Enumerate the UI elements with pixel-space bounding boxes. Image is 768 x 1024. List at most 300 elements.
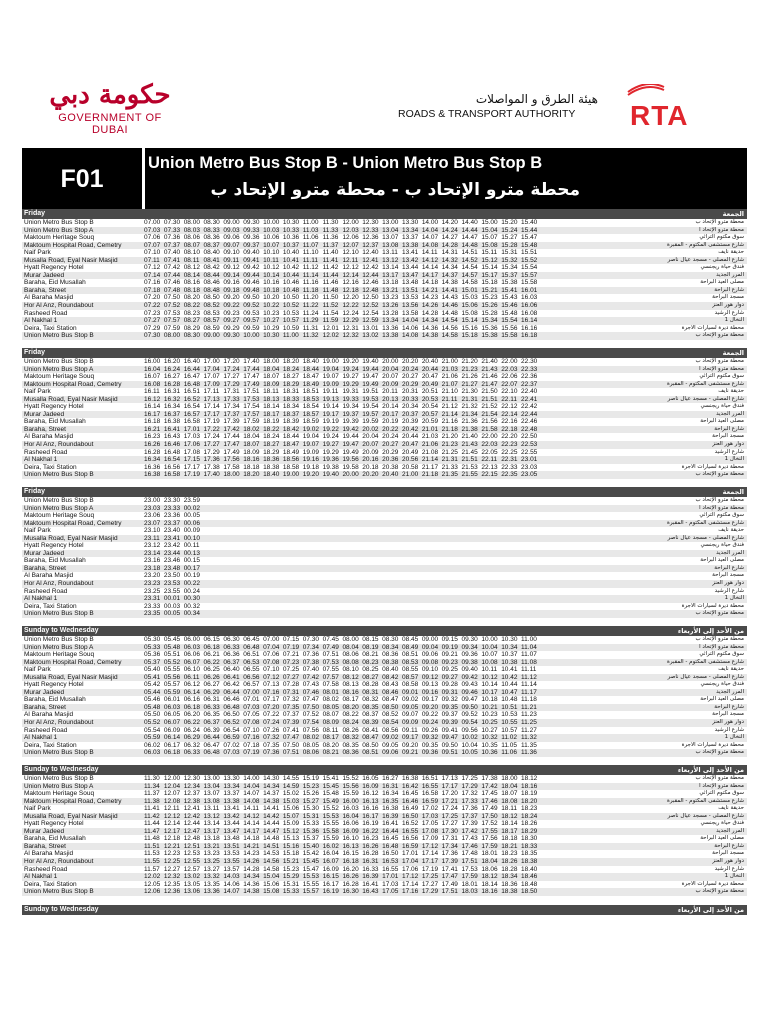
time-cell: 23.48 bbox=[163, 564, 181, 572]
time-cell: 17.09 bbox=[203, 380, 220, 388]
stop-name-arabic: شارع البراحة bbox=[714, 703, 744, 710]
time-cell: 15.45 bbox=[322, 782, 339, 790]
time-cell: 16.38 bbox=[144, 471, 161, 479]
stop-name-arabic: المرر الجديد bbox=[716, 271, 744, 278]
table-row bbox=[22, 264, 747, 272]
time-cell: 10.50 bbox=[282, 294, 300, 302]
time-cell: 13.30 bbox=[223, 775, 240, 782]
time-cell: 22.06 bbox=[501, 373, 518, 381]
time-cell: 21.26 bbox=[461, 373, 478, 381]
stop-name-arabic: مسجد البراحة bbox=[712, 294, 744, 301]
table-row bbox=[22, 396, 747, 404]
time-cell: 10.57 bbox=[282, 317, 300, 325]
stop-times bbox=[144, 727, 684, 735]
time-cell: 10.00 bbox=[243, 332, 260, 340]
stop-times bbox=[144, 433, 684, 441]
time-cell: 06.48 bbox=[223, 703, 240, 711]
stop-times bbox=[144, 850, 684, 858]
time-cell: 14.14 bbox=[421, 264, 439, 272]
stop-name-arabic: شارع مستشفى المكتوم - المقبرة bbox=[666, 380, 744, 387]
time-cell: 16.06 bbox=[521, 302, 538, 310]
table-row bbox=[22, 850, 747, 858]
time-cell: 21.14 bbox=[441, 410, 458, 418]
time-cell: 07.42 bbox=[163, 264, 181, 272]
time-cell: 09.51 bbox=[441, 749, 458, 757]
table-row bbox=[22, 727, 747, 735]
time-cell: 15.08 bbox=[481, 241, 498, 249]
time-cell: 22.36 bbox=[521, 373, 538, 381]
time-cell: 07.06 bbox=[144, 234, 161, 242]
time-cell: 17.03 bbox=[421, 812, 439, 820]
time-cell: 17.34 bbox=[223, 403, 240, 411]
time-cell: 12.02 bbox=[144, 873, 161, 881]
time-cell: 18.00 bbox=[501, 775, 518, 782]
stop-name-english: Rasheed Road bbox=[24, 587, 68, 595]
time-cell: 13.06 bbox=[183, 888, 200, 896]
time-cell: 15.16 bbox=[461, 324, 478, 332]
time-cell: 13.11 bbox=[203, 805, 220, 813]
time-cell: 18.14 bbox=[263, 403, 280, 411]
table-row bbox=[22, 742, 747, 750]
stop-name-english: Baraha, Eid Musallah bbox=[24, 696, 86, 704]
time-cell: 09.28 bbox=[441, 681, 458, 689]
stop-name-arabic: محطة مترو الإتحاد ب bbox=[695, 610, 744, 617]
stop-name-arabic: محطة ديرة لسيارات الأجرة bbox=[681, 463, 744, 470]
time-cell: 14.17 bbox=[421, 271, 439, 279]
time-cell: 11.32 bbox=[302, 332, 319, 340]
stop-name-arabic: فندق حياة ريجنسي bbox=[700, 264, 744, 271]
time-cell: 05.48 bbox=[144, 703, 161, 711]
stop-name-arabic: سوق مكتوم التراثي bbox=[699, 790, 744, 797]
timetable-section bbox=[22, 348, 747, 479]
time-cell: 12.32 bbox=[342, 332, 359, 340]
time-cell: 08.11 bbox=[322, 726, 339, 734]
table-row bbox=[22, 542, 747, 550]
time-cell: 17.47 bbox=[223, 441, 240, 449]
time-cell: 21.27 bbox=[461, 380, 478, 388]
time-cell: 12.18 bbox=[163, 835, 181, 843]
time-cell: 17.01 bbox=[401, 850, 419, 858]
time-cell: 14.43 bbox=[441, 294, 458, 302]
stop-name-english: Rasheed Road bbox=[24, 448, 68, 456]
time-cell: 14.23 bbox=[421, 294, 439, 302]
stop-times bbox=[144, 497, 684, 505]
time-cell: 10.53 bbox=[501, 711, 518, 719]
time-cell: 08.39 bbox=[362, 719, 379, 727]
time-cell: 12.47 bbox=[183, 827, 200, 835]
table-row bbox=[22, 403, 747, 411]
time-cell: 23.50 bbox=[163, 572, 181, 580]
time-cell: 19.42 bbox=[342, 425, 359, 433]
time-cell: 09.18 bbox=[223, 286, 240, 294]
time-cell: 15.26 bbox=[302, 790, 320, 798]
time-cell: 05.37 bbox=[144, 658, 161, 666]
time-cell: 08.47 bbox=[362, 734, 379, 742]
stop-name-arabic: مسجد البراحة bbox=[712, 433, 744, 440]
section-header bbox=[22, 487, 747, 497]
time-cell: 19.22 bbox=[322, 425, 339, 433]
time-cell: 06.26 bbox=[203, 673, 220, 681]
stop-times bbox=[144, 674, 684, 682]
stop-name-english: Maktoum Hospital Road, Cemetry bbox=[24, 797, 122, 805]
time-cell: 15.08 bbox=[263, 888, 280, 896]
time-cell: 16.00 bbox=[144, 358, 161, 365]
stop-name-arabic: محطة مترو الإتحاد ب bbox=[695, 471, 744, 478]
stop-times bbox=[144, 742, 684, 750]
time-cell: 15.57 bbox=[302, 888, 320, 896]
time-cell: 08.10 bbox=[342, 666, 359, 674]
time-cell: 17.21 bbox=[441, 797, 458, 805]
time-cell: 21.51 bbox=[481, 395, 498, 403]
time-cell: 13.27 bbox=[203, 865, 220, 873]
time-cell: 15.36 bbox=[481, 324, 498, 332]
time-cell: 08.02 bbox=[302, 734, 320, 742]
time-cell: 18.29 bbox=[263, 448, 280, 456]
table-row bbox=[22, 651, 747, 659]
time-cell: 12.11 bbox=[342, 256, 359, 264]
time-cell: 07.32 bbox=[282, 696, 300, 704]
time-cell: 17.14 bbox=[203, 403, 220, 411]
time-cell: 18.21 bbox=[501, 842, 518, 850]
time-cell: 12.30 bbox=[362, 219, 379, 226]
stop-name-english: Murar Jadeed bbox=[24, 688, 65, 696]
time-cell: 08.14 bbox=[183, 271, 200, 279]
time-cell: 20.04 bbox=[362, 433, 379, 441]
stop-times bbox=[144, 828, 684, 836]
stop-name-english: Union Metro Bus Stop B bbox=[24, 610, 94, 618]
time-cell: 16.55 bbox=[421, 782, 439, 790]
time-cell: 13.56 bbox=[401, 302, 419, 310]
stop-name-arabic: شارع الرشيد bbox=[714, 865, 744, 872]
time-cell: 12.04 bbox=[163, 782, 181, 790]
time-cell: 16.58 bbox=[183, 418, 200, 426]
time-cell: 09.03 bbox=[223, 226, 240, 234]
stop-name-arabic: دوار هور العنز bbox=[712, 719, 744, 726]
time-cell: 12.17 bbox=[163, 827, 181, 835]
time-cell: 08.06 bbox=[342, 651, 359, 659]
time-cell: 16.17 bbox=[362, 812, 379, 820]
time-cell: 08.50 bbox=[382, 703, 399, 711]
time-cell: 21.25 bbox=[441, 448, 458, 456]
time-cell: 10.41 bbox=[501, 666, 518, 674]
section-header bbox=[22, 765, 747, 775]
time-cell: 18.24 bbox=[282, 365, 300, 373]
table-row bbox=[22, 310, 747, 318]
time-cell: 16.39 bbox=[382, 812, 399, 820]
time-cell: 21.55 bbox=[461, 471, 478, 479]
time-cell: 21.38 bbox=[461, 425, 478, 433]
time-cell: 11.29 bbox=[302, 317, 319, 325]
time-cell: 22.00 bbox=[501, 358, 518, 365]
time-cell: 15.47 bbox=[521, 234, 538, 242]
time-cell: 21.08 bbox=[421, 448, 439, 456]
time-cell: 07.15 bbox=[282, 636, 300, 643]
table-row bbox=[22, 711, 747, 719]
stop-name-english: Musalla Road, Eyal Nasir Masjid bbox=[24, 673, 118, 681]
time-cell: 16.00 bbox=[342, 797, 359, 805]
time-cell: 07.44 bbox=[163, 271, 181, 279]
time-cell: 19.24 bbox=[342, 365, 359, 373]
time-cell: 06.35 bbox=[203, 711, 220, 719]
time-cell: 17.38 bbox=[481, 775, 498, 782]
time-cell: 08.08 bbox=[342, 658, 359, 666]
time-cell: 06.33 bbox=[183, 749, 200, 757]
time-cell: 06.17 bbox=[163, 741, 181, 749]
time-cell: 16.15 bbox=[342, 850, 359, 858]
time-cell: 07.27 bbox=[282, 673, 300, 681]
time-cell: 13.04 bbox=[382, 226, 399, 234]
time-cell: 20.17 bbox=[382, 410, 399, 418]
time-cell: 09.04 bbox=[421, 643, 439, 651]
time-cell: 16.08 bbox=[521, 309, 538, 317]
stop-name-english: Murar Jadeed bbox=[24, 827, 65, 835]
time-cell: 18.09 bbox=[263, 380, 280, 388]
time-cell: 15.52 bbox=[342, 775, 359, 782]
time-cell: 17.37 bbox=[461, 812, 478, 820]
time-cell: 18.03 bbox=[461, 888, 478, 896]
time-cell: 14.30 bbox=[263, 775, 280, 782]
time-cell: 14.26 bbox=[421, 302, 439, 310]
stop-name-arabic: شارع الرشيد bbox=[714, 587, 744, 594]
stop-times bbox=[144, 287, 684, 295]
time-cell: 07.56 bbox=[302, 726, 320, 734]
time-cell: 16.58 bbox=[163, 471, 181, 479]
time-cell: 16.55 bbox=[382, 865, 399, 873]
time-cell: 07.19 bbox=[282, 643, 300, 651]
time-cell: 20.38 bbox=[382, 463, 399, 471]
time-cell: 07.23 bbox=[282, 658, 300, 666]
time-cell: 16.57 bbox=[183, 410, 200, 418]
time-cell: 12.48 bbox=[183, 835, 200, 843]
time-cell: 08.00 bbox=[342, 636, 359, 643]
time-cell: 06.39 bbox=[203, 726, 220, 734]
table-row bbox=[22, 572, 747, 580]
time-cell: 07.30 bbox=[302, 636, 320, 643]
time-cell: 16.12 bbox=[362, 790, 379, 798]
time-cell: 16.27 bbox=[382, 775, 399, 782]
stop-times bbox=[144, 505, 684, 513]
stop-name-arabic: شارع الرشيد bbox=[714, 726, 744, 733]
time-cell: 14.31 bbox=[441, 249, 458, 257]
time-cell: 14.18 bbox=[421, 279, 439, 287]
time-cell: 10.17 bbox=[481, 688, 498, 696]
time-cell: 14.34 bbox=[441, 264, 458, 272]
time-cell: 18.46 bbox=[521, 873, 538, 881]
time-cell: 11.03 bbox=[302, 226, 319, 234]
time-cell: 13.36 bbox=[203, 888, 220, 896]
time-cell: 16.13 bbox=[342, 842, 359, 850]
time-cell: 22.31 bbox=[501, 456, 518, 464]
time-cell: 20.49 bbox=[421, 380, 439, 388]
time-cell: 12.16 bbox=[342, 279, 359, 287]
time-cell: 21.51 bbox=[461, 456, 478, 464]
time-cell: 10.07 bbox=[263, 241, 280, 249]
stop-times bbox=[144, 358, 684, 366]
stop-name-english: Deira, Taxi Station bbox=[24, 880, 77, 888]
time-cell: 09.01 bbox=[401, 688, 419, 696]
time-cell: 05.33 bbox=[144, 643, 161, 651]
time-cell: 09.23 bbox=[441, 658, 458, 666]
time-cell: 15.33 bbox=[282, 888, 300, 896]
time-cell: 14.36 bbox=[243, 880, 260, 888]
time-cell: 09.40 bbox=[461, 666, 478, 674]
time-cell: 19.58 bbox=[342, 463, 359, 471]
time-cell: 17.01 bbox=[183, 425, 200, 433]
time-cell: 22.33 bbox=[521, 365, 538, 373]
time-cell: 06.37 bbox=[203, 719, 220, 727]
time-cell: 08.30 bbox=[203, 219, 220, 226]
time-cell: 13.17 bbox=[382, 271, 399, 279]
time-cell: 19.24 bbox=[322, 433, 339, 441]
time-cell: 16.27 bbox=[163, 373, 181, 381]
time-cell: 07.16 bbox=[263, 688, 280, 696]
time-cell: 13.07 bbox=[203, 790, 220, 798]
time-cell: 18.38 bbox=[263, 463, 280, 471]
time-cell: 16.48 bbox=[163, 448, 181, 456]
time-cell: 22.53 bbox=[521, 441, 538, 449]
time-cell: 09.21 bbox=[441, 651, 458, 659]
time-cell: 19.51 bbox=[362, 388, 379, 396]
table-row bbox=[22, 249, 747, 257]
time-cell: 13.05 bbox=[183, 880, 200, 888]
time-cell: 18.19 bbox=[263, 418, 280, 426]
time-cell: 14.38 bbox=[421, 332, 439, 340]
stop-times bbox=[144, 535, 684, 543]
time-cell: 23.55 bbox=[163, 587, 181, 595]
rta-logo: RTA bbox=[630, 100, 689, 131]
time-cell: 19.27 bbox=[342, 373, 359, 381]
time-cell: 21.34 bbox=[461, 410, 478, 418]
time-cell: 21.36 bbox=[461, 418, 478, 426]
stop-name-english: Naif Park bbox=[24, 527, 51, 535]
time-cell: 09.07 bbox=[223, 241, 240, 249]
time-cell: 19.54 bbox=[362, 403, 379, 411]
time-cell: 17.54 bbox=[243, 403, 260, 411]
time-cell: 11.37 bbox=[322, 241, 339, 249]
time-cell: 14.59 bbox=[282, 782, 300, 790]
time-cell: 13.18 bbox=[382, 279, 399, 287]
time-cell: 06.30 bbox=[223, 636, 240, 643]
time-cell: 18.12 bbox=[521, 775, 538, 782]
time-cell: 00.09 bbox=[183, 527, 200, 535]
time-cell: 12.20 bbox=[342, 294, 359, 302]
time-cell: 15.23 bbox=[302, 782, 320, 790]
time-cell: 06.40 bbox=[223, 666, 240, 674]
time-cell: 08.41 bbox=[203, 256, 220, 264]
time-cell: 08.34 bbox=[382, 643, 399, 651]
time-cell: 11.14 bbox=[521, 681, 537, 689]
stop-name-english: Maktoum Heritage Souq bbox=[24, 234, 95, 242]
time-cell: 09.50 bbox=[441, 741, 458, 749]
time-cell: 09.07 bbox=[401, 711, 419, 719]
time-cell: 14.58 bbox=[263, 865, 280, 873]
stop-name-english: Al Baraha Masjid bbox=[24, 850, 74, 858]
table-row bbox=[22, 636, 747, 644]
time-cell: 07.43 bbox=[302, 681, 320, 689]
time-cell: 18.04 bbox=[501, 782, 518, 790]
time-cell: 17.45 bbox=[481, 790, 498, 798]
time-cell: 18.50 bbox=[521, 888, 538, 896]
time-cell: 17.38 bbox=[203, 463, 220, 471]
table-row bbox=[22, 866, 747, 874]
stop-times bbox=[144, 681, 684, 689]
time-cell: 07.23 bbox=[144, 309, 161, 317]
time-cell: 00.03 bbox=[163, 602, 181, 610]
time-cell: 17.06 bbox=[401, 865, 419, 873]
time-cell: 12.34 bbox=[183, 782, 200, 790]
stop-name-english: Naif Park bbox=[24, 249, 51, 257]
time-cell: 14.41 bbox=[441, 286, 458, 294]
time-cell: 18.17 bbox=[501, 827, 518, 835]
time-cell: 17.50 bbox=[481, 812, 498, 820]
time-cell: 20.24 bbox=[401, 365, 419, 373]
time-cell: 16.44 bbox=[382, 827, 399, 835]
table-row bbox=[22, 681, 747, 689]
time-cell: 22.23 bbox=[501, 441, 518, 449]
time-cell: 17.29 bbox=[223, 380, 240, 388]
stop-times bbox=[144, 858, 684, 866]
stop-name-arabic: النخال 1 bbox=[724, 873, 744, 880]
time-cell: 07.00 bbox=[263, 636, 280, 643]
time-cell: 17.12 bbox=[401, 873, 419, 881]
time-cell: 15.36 bbox=[302, 827, 320, 835]
time-cell: 12.12 bbox=[163, 812, 181, 820]
time-cell: 15.51 bbox=[521, 249, 538, 257]
stop-times bbox=[144, 249, 684, 257]
table-row bbox=[22, 881, 747, 889]
stop-times bbox=[144, 449, 684, 457]
time-cell: 15.55 bbox=[302, 880, 320, 888]
time-cell: 08.58 bbox=[401, 681, 419, 689]
time-cell: 16.26 bbox=[342, 873, 359, 881]
time-cell: 08.31 bbox=[362, 688, 379, 696]
stop-name-english: Baraha, Street bbox=[24, 564, 66, 572]
stop-name-arabic: حديقة نايف bbox=[718, 527, 744, 534]
time-cell: 21.31 bbox=[461, 395, 478, 403]
section-day-arabic: من الأحد إلى الأربعاء bbox=[677, 766, 744, 774]
time-cell: 14.06 bbox=[401, 324, 419, 332]
time-cell: 11.18 bbox=[302, 286, 319, 294]
stop-times bbox=[144, 704, 684, 712]
time-cell: 13.25 bbox=[203, 858, 220, 866]
stop-times bbox=[144, 302, 684, 310]
time-cell: 11.20 bbox=[302, 294, 319, 302]
stop-name-arabic: محطة مترو الإتحاد ب bbox=[695, 497, 744, 503]
time-cell: 09.40 bbox=[243, 249, 260, 257]
time-cell: 21.35 bbox=[441, 471, 458, 479]
time-cell: 16.56 bbox=[163, 463, 181, 471]
time-cell: 15.53 bbox=[322, 812, 339, 820]
time-cell: 06.42 bbox=[223, 681, 240, 689]
time-cell: 08.36 bbox=[382, 651, 399, 659]
time-cell: 22.11 bbox=[481, 456, 498, 464]
time-cell: 09.32 bbox=[421, 734, 439, 742]
timetable-section bbox=[22, 765, 747, 896]
time-cell: 14.57 bbox=[461, 271, 478, 279]
time-cell: 09.36 bbox=[461, 651, 478, 659]
time-cell: 13.37 bbox=[223, 790, 240, 798]
time-cell: 16.17 bbox=[322, 880, 339, 888]
time-cell: 13.17 bbox=[203, 827, 220, 835]
time-cell: 16.42 bbox=[401, 782, 419, 790]
time-cell: 16.36 bbox=[144, 463, 161, 471]
time-cell: 07.22 bbox=[144, 302, 161, 310]
time-cell: 17.41 bbox=[441, 865, 458, 873]
time-cell: 09.25 bbox=[441, 666, 458, 674]
time-cell: 23.18 bbox=[144, 564, 161, 572]
time-cell: 12.42 bbox=[183, 812, 200, 820]
table-row bbox=[22, 734, 747, 742]
